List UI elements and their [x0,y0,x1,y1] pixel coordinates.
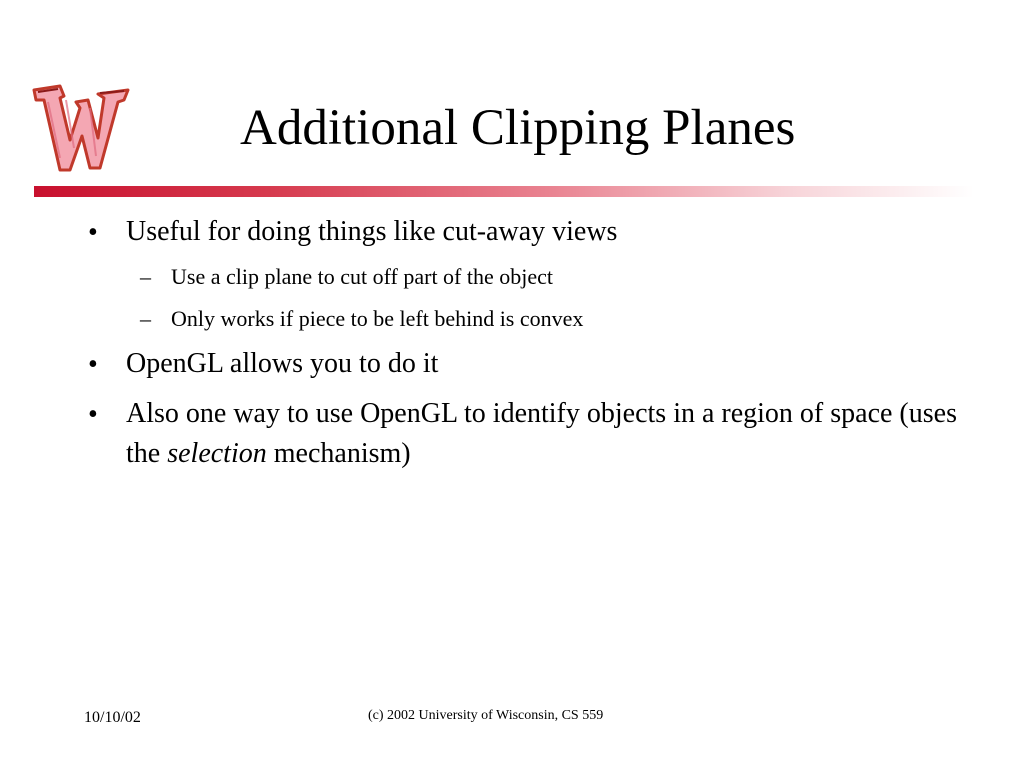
bullet-item [126,394,966,474]
sub-bullet-item: Use a clip plane to cut off part of the object [171,264,554,289]
footer-copyright: (c) 2002 University of Wisconsin, CS 559 [368,708,604,723]
bullet-marker: • [88,217,98,248]
bullet-item: Useful for doing things like cut-away views [126,216,618,247]
sub-bullet-item: Only works if piece to be left behind is convex [171,306,584,331]
dash-marker: – [140,264,151,289]
footer-date: 10/10/02 [84,709,141,726]
bullet-marker: • [88,399,98,430]
bullet-item: OpenGL allows you to do it [126,348,439,379]
bullet-marker: • [88,349,98,380]
slide-title: Additional Clipping Planes [240,100,796,156]
bullet-text: Also one way to use OpenGL to identify objects in a region of space (uses the [126,398,957,469]
emphasis-text: selection [167,438,267,469]
bullet-text: mechanism) [266,438,411,469]
dash-marker: – [140,306,151,331]
